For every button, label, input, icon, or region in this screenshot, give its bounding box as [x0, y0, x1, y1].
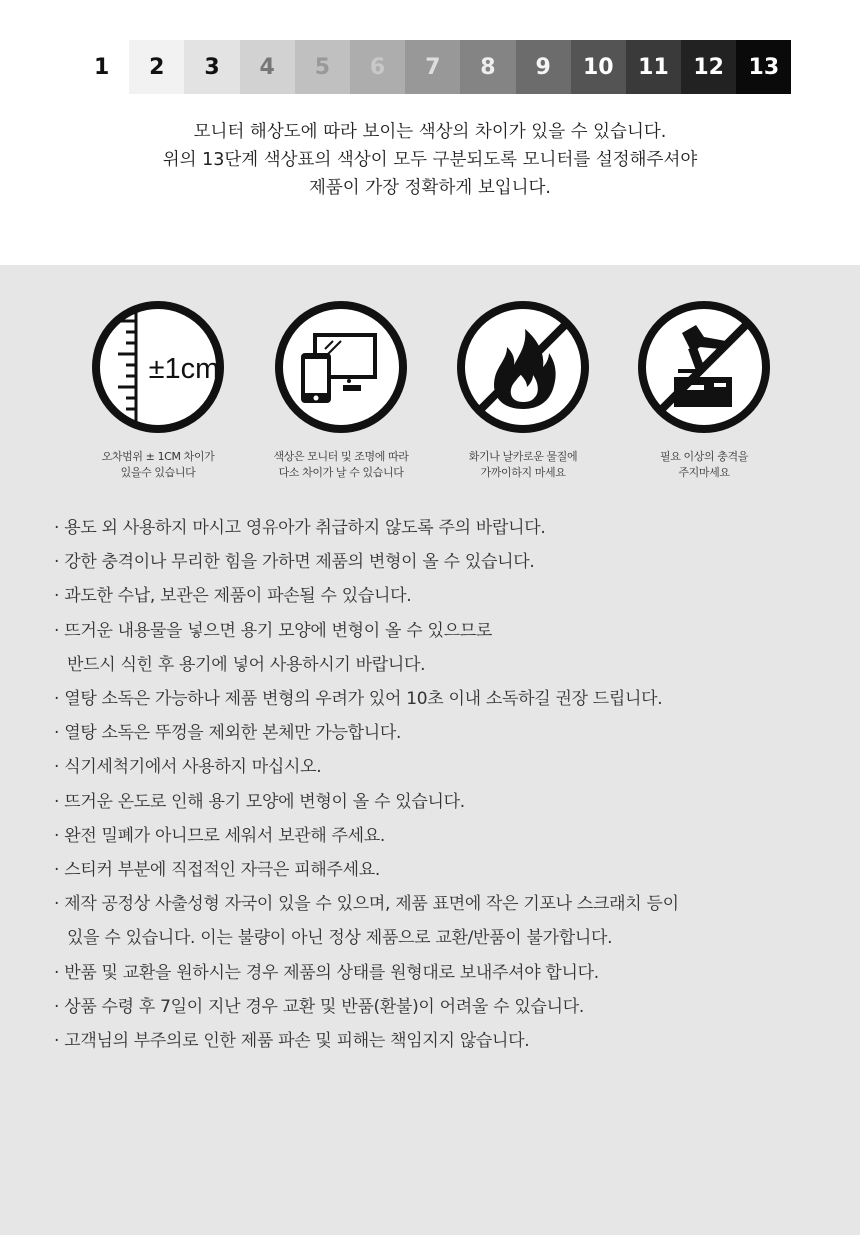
caution-item: · 완전 밀폐가 아니므로 세워서 보관해 주세요.: [54, 825, 386, 846]
monitor-notice: [0, 118, 860, 202]
monitor-phone-icon: [271, 297, 411, 437]
monitor-caption: [251, 449, 431, 481]
fire-caution: [433, 297, 613, 481]
caution-item-continuation: 반드시 식힌 후 용기에 넣어 사용하시기 바랍니다.: [67, 654, 426, 675]
grayscale-chart: [74, 40, 791, 94]
caution-item: · 스티커 부분에 직접적인 자극은 피해주세요.: [54, 860, 380, 881]
fire-caption: [433, 449, 613, 481]
impact-caption: [614, 449, 794, 481]
caution-item: · 과도한 수납, 보관은 제품이 파손될 수 있습니다.: [54, 586, 412, 607]
no-fire-icon: [453, 297, 593, 437]
scale-cell-2: 2: [129, 40, 184, 94]
notice-line-2: 위의 13단계 색상표의 색상이 모두 구분되도록 모니터를 설정해주셔야: [162, 150, 698, 170]
scale-cell-8: 8: [460, 40, 515, 94]
scale-cell-5: 5: [295, 40, 350, 94]
caution-icons: [0, 297, 860, 497]
caution-item: · 반품 및 교환을 원하시는 경우 제품의 상태를 원형대로 보내주셔야 합니다.: [54, 962, 599, 983]
caution-list: [54, 511, 844, 1058]
caution-item: · 상품 수령 후 7일이 지난 경우 교환 및 반품(환불)이 어려울 수 있습니다.: [54, 996, 584, 1017]
ruler-icon: [88, 297, 228, 437]
caution-item: · 열탕 소독은 가능하나 제품 변형의 우려가 있어 10초 이내 소독하길 권장 드립니다.: [54, 689, 663, 710]
caution-item: · 용도 외 사용하지 마시고 영유아가 취급하지 않도록 주의 바랍니다.: [54, 518, 546, 538]
scale-cell-11: 11: [626, 40, 681, 94]
scale-cell-12: 12: [681, 40, 736, 94]
caution-item: · 뜨거운 내용물을 넣으면 용기 모양에 변형이 올 수 있으므로: [54, 620, 492, 641]
ruler-caption-line-1: 오차범위 ± 1CM 차이가: [101, 450, 215, 463]
scale-cell-1: 1: [74, 40, 129, 94]
caution-item: · 제작 공정상 사출성형 자국이 있을 수 있으며, 제품 표면에 작은 기포나 스크래치 등이: [54, 894, 679, 915]
color-calibration-section: [0, 0, 860, 265]
caution-item: · 식기세척기에서 사용하지 마십시오.: [54, 757, 322, 778]
fire-caption-line-1: 화기나 날카로운 물질에: [468, 450, 578, 463]
monitor-caption-line-1: 색상은 모니터 및 조명에 따라: [273, 450, 409, 463]
notice-line-3: 제품이 가장 정확하게 보입니다.: [308, 178, 551, 198]
scale-cell-4: 4: [240, 40, 295, 94]
monitor-caution: [251, 297, 431, 481]
impact-caution: [614, 297, 794, 481]
scale-cell-10: 10: [571, 40, 626, 94]
caution-item: · 뜨거운 온도로 인해 용기 모양에 변형이 올 수 있습니다.: [54, 791, 465, 812]
impact-caption-line-2: 주지마세요: [678, 466, 730, 479]
scale-cell-3: 3: [184, 40, 239, 94]
no-impact-icon: [634, 297, 774, 437]
ruler-measure-text: ±1cm: [148, 353, 220, 385]
ruler-caption-line-2: 있을수 있습니다: [120, 466, 196, 479]
caution-item: · 강한 충격이나 무리한 힘을 가하면 제품의 변형이 올 수 있습니다.: [54, 552, 535, 573]
ruler-caution: [68, 297, 248, 481]
monitor-caption-line-2: 다소 차이가 날 수 있습니다: [278, 466, 404, 479]
scale-cell-6: 6: [350, 40, 405, 94]
scale-cell-13: 13: [736, 40, 791, 94]
impact-caption-line-1: 필요 이상의 충격을: [659, 450, 748, 463]
caution-item: · 고객님의 부주의로 인한 제품 파손 및 피해는 책임지지 않습니다.: [54, 1031, 530, 1052]
caution-item: · 열탕 소독은 뚜껑을 제외한 본체만 가능합니다.: [54, 723, 402, 744]
scale-cell-9: 9: [516, 40, 571, 94]
ruler-caption: [68, 449, 248, 481]
caution-item-continuation: 있을 수 있습니다. 이는 불량이 아닌 정상 제품으로 교환/반품이 불가합니다.: [67, 928, 613, 949]
fire-caption-line-2: 가까이하지 마세요: [480, 466, 566, 479]
notice-line-1: 모니터 해상도에 따라 보이는 색상의 차이가 있을 수 있습니다.: [193, 122, 667, 142]
caution-section: [0, 265, 860, 1235]
scale-cell-7: 7: [405, 40, 460, 94]
